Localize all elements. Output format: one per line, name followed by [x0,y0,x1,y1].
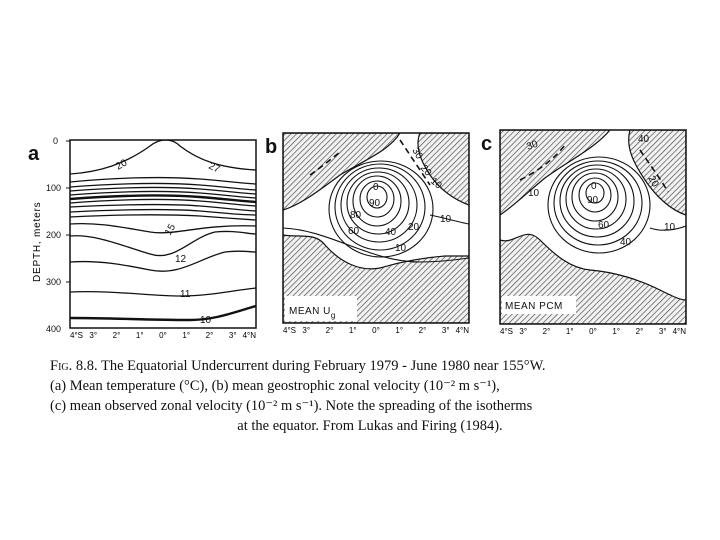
panel-a-x-tick-2: 2° [112,331,121,340]
panel-c-x-tick-6: 2° [635,327,644,336]
panel-c-x-tick-8: 4°N [672,327,686,336]
caption-prefix: Fig. [50,358,73,374]
panel-c-x-tick-7: 3° [658,327,667,336]
caption-line-4: at the equator. From Lukas and Firing (1984). [237,418,503,434]
panel-a-contour-20: 20 [114,157,130,173]
panel-c-x-tick-3: 1° [565,327,574,336]
panel-c-contour-0: 0 [591,181,597,192]
panel-b-contour-60: 60 [348,226,360,237]
panel-c-inset-label: MEAN PCM [505,301,563,312]
panel-c-contour-40b: 40 [620,237,632,248]
caption-line-1 [50,356,690,376]
panel-a-x-tick-3: 1° [135,331,144,340]
panel-b-geostrophic-velocity [283,133,469,323]
panel-b-letter: b [265,136,278,158]
panel-b-x-tick-0: 4°S [283,326,296,335]
caption-line-1-text: 8.8. The Equatorial Undercurrent during February 1979 - June 1980 near 155°W. [72,358,546,374]
panel-c-x-tick-0: 4°S [500,327,513,336]
panel-b-contour-10: 10 [428,175,444,192]
panel-c-contour-60: 60 [598,220,610,231]
panel-b-contour-10b: 10 [395,243,407,254]
panel-b-x-tick-4: 0° [372,326,380,335]
panel-c-contour-40: 40 [638,134,650,145]
y-tick-100: 100 [46,183,62,193]
panel-b-x-tick-3: 1° [348,326,357,335]
panel-a-x-tick-5: 1° [182,331,191,340]
panel-b-x-tick-8: 4°N [455,326,469,335]
panel-a-contour-10: 10 [200,315,212,326]
panel-a-x-tick-0: 4°S [70,331,83,340]
panel-b-x-tick-5: 1° [395,326,404,335]
caption-line-3: (c) mean observed zonal velocity (10⁻² m s⁻¹). Note the spreading of the isotherms [50,398,533,414]
y-tick-300: 300 [46,277,62,287]
panel-b-contour-40: 40 [385,227,397,238]
panel-a-x-tick-6: 2° [205,331,214,340]
panel-b-contour-20b: 20 [408,222,420,233]
panel-a-contour-15: 15 [163,222,179,238]
y-axis-label: DEPTH, meters [32,201,43,282]
panel-b-x-tick-6: 2° [418,326,427,335]
caption-line-2: (a) Mean temperature (°C), (b) mean geostrophic zonal velocity (10⁻² m s⁻¹), [50,378,500,394]
panel-c-contour-20: 20 [645,174,661,190]
panel-a-letter: a [28,143,40,165]
panel-a-x-ticks [70,331,256,340]
panel-a-contour-27: 27 [206,160,222,176]
panel-b-x-tick-1: 3° [302,326,311,335]
panel-c-x-tick-2: 2° [542,327,551,336]
panel-b-x-tick-7: 3° [441,326,450,335]
panel-a-temperature [70,140,256,328]
panel-c-contour-10: 10 [528,188,540,199]
panel-b-x-ticks [283,326,469,335]
y-tick-0: 0 [53,136,59,146]
panel-c-observed-velocity [500,130,686,324]
panel-a-x-tick-7: 3° [228,331,237,340]
panel-a-contour-12: 12 [175,254,187,265]
panel-b-contour-30: 30 [409,146,425,162]
panel-b-inset-subscript: g [330,311,336,320]
panel-b-x-tick-2: 2° [325,326,334,335]
panel-c-contour-90: 90 [587,195,599,206]
panel-b-inset-text: MEAN U [289,306,331,317]
panel-c-contour-30: 30 [525,138,540,153]
panel-b-contour-90: 90 [369,198,381,209]
figure-caption [50,356,690,436]
panel-c-x-tick-5: 1° [612,327,621,336]
panel-a-x-tick-4: 0° [159,331,167,340]
panel-c-x-ticks [500,327,686,336]
panel-a-contour-11: 11 [180,289,191,300]
panel-a-x-tick-1: 3° [89,331,98,340]
panel-c-x-tick-4: 0° [589,327,597,336]
panel-c-letter: c [481,133,493,155]
panel-c-x-tick-1: 3° [519,327,528,336]
panel-b-contour-0: 0 [373,182,379,193]
panel-b-contour-20: 20 [417,162,434,179]
y-tick-400: 400 [46,324,62,334]
panel-b-contour-10c: 10 [440,214,452,225]
panel-c-contour-10b: 10 [664,222,676,233]
y-axis-ticks [46,136,70,334]
y-tick-200: 200 [46,230,62,240]
panel-b-contour-80: 80 [350,210,362,221]
panel-a-x-tick-8: 4°N [242,331,256,340]
